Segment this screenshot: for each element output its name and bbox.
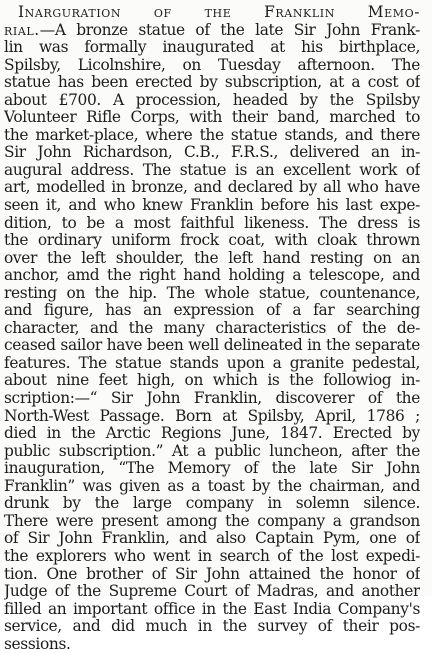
article-line — [4, 302, 420, 320]
article-line — [4, 179, 420, 197]
article-line — [4, 144, 420, 162]
article-line — [4, 601, 420, 619]
line-text: about £700. A procession, headed by the Spilsby — [4, 91, 420, 109]
line-text: Volunteer Rifle Corps, with their band, marched to — [4, 109, 420, 127]
article-line — [4, 530, 420, 548]
line-text: North-West Passage. Born at Spilsby, April, 1786 ; — [4, 407, 420, 425]
article-line — [4, 22, 420, 40]
line-text: tion. One brother of Sir John attained the honor of — [4, 565, 420, 583]
line-text: inauguration, “The Memory of the late Sir John — [4, 460, 420, 478]
article-line — [4, 39, 420, 57]
article-line — [4, 478, 420, 496]
article-line — [4, 425, 420, 443]
article-line — [4, 74, 420, 92]
article-line — [4, 162, 420, 180]
line-text: ceased sailor have been well delineated in the separate — [4, 337, 420, 355]
article-heading-line — [4, 4, 420, 22]
article-line — [4, 390, 420, 408]
article-line — [4, 215, 420, 233]
article-line — [4, 548, 420, 566]
article-line — [4, 408, 420, 426]
article-line — [4, 460, 420, 478]
line-text: scription:—“ Sir John Franklin, discoverer of the — [4, 390, 420, 408]
line-text: about nine feet high, on which is the followiog in- — [4, 372, 420, 390]
article-line — [4, 583, 420, 601]
article-line — [4, 513, 420, 531]
article-line — [4, 566, 420, 584]
line-text: Franklin” was given as a toast by the chairman, and — [4, 477, 420, 495]
line-text: the ordinary uniform frock coat, with cloak thrown — [4, 232, 420, 250]
line-text: Spilsby, Licolnshire, on Tuesday afternoon. The — [4, 56, 420, 74]
line-text: There were present among the company a grandson — [4, 512, 420, 530]
line-text: and figure, has an expression of a far searching — [4, 302, 420, 320]
line-text: over the left shoulder, the left hand resting on an — [4, 249, 420, 267]
article-line — [4, 636, 420, 653]
line-text: dition, to be a most faithful likeness. The dress is — [4, 214, 420, 232]
line-text: public subscription.” At a public luncheon, after the — [4, 442, 420, 460]
line-text: seen it, and who knew Franklin before his last expe- — [4, 197, 420, 215]
line-text: resting on the hip. The whole statue, countenance, — [4, 284, 420, 302]
article-line — [4, 337, 420, 355]
line-text: the explorers who went in search of the lost expedi- — [4, 547, 420, 565]
article-line — [4, 355, 420, 373]
line-text: —A bronze statue of the late Sir John Frank- — [39, 21, 420, 39]
article-text — [4, 4, 420, 653]
article-line — [4, 618, 420, 636]
article-line — [4, 320, 420, 338]
article-line — [4, 232, 420, 250]
article-line — [4, 285, 420, 303]
line-text: service, and did much in the survey of their pos- — [4, 618, 420, 636]
line-text: Sir John Richardson, C.B., F.R.S., delivered an in- — [4, 144, 420, 162]
article-line — [4, 443, 420, 461]
line-text: art, modelled in bronze, and declared by all who have — [4, 179, 420, 197]
article-line — [4, 495, 420, 513]
headline-text: Inarguration of the Franklin Memo- — [18, 4, 420, 21]
line-text: statue has been erected by subscription, at a cost of — [4, 74, 420, 92]
article-line — [4, 372, 420, 390]
article-line — [4, 250, 420, 268]
article-line — [4, 57, 420, 75]
article-line — [4, 267, 420, 285]
line-text: of Sir John Franklin, and also Captain Pym, one of — [4, 530, 420, 548]
article-line — [4, 109, 420, 127]
line-text: anchor, amd the right hand holding a telescope, and — [4, 267, 420, 285]
article-line — [4, 127, 420, 145]
line-text: lin was formally inaugurated at his birthplace, — [4, 39, 420, 57]
line-text: drunk by the large company in solemn silence. — [4, 495, 420, 513]
article-line — [4, 197, 420, 215]
line-text: the market-place, where the statue stands, and there — [4, 126, 420, 144]
line-text: character, and the many characteristics of the de- — [4, 319, 420, 337]
line-text: sessions. — [4, 635, 71, 653]
article-line — [4, 92, 420, 110]
line-text: Judge of the Supreme Court of Madras, and another — [4, 583, 420, 601]
line-text: filled an important office in the East India Company's — [4, 600, 420, 618]
line-text: augural address. The statue is an excellent work of — [4, 161, 420, 179]
headline-text: rial. — [4, 21, 40, 39]
line-text: features. The statue stands upon a granite pedestal, — [4, 354, 420, 372]
line-text: died in the Arctic Regions June, 1847. Erected by — [4, 425, 420, 443]
